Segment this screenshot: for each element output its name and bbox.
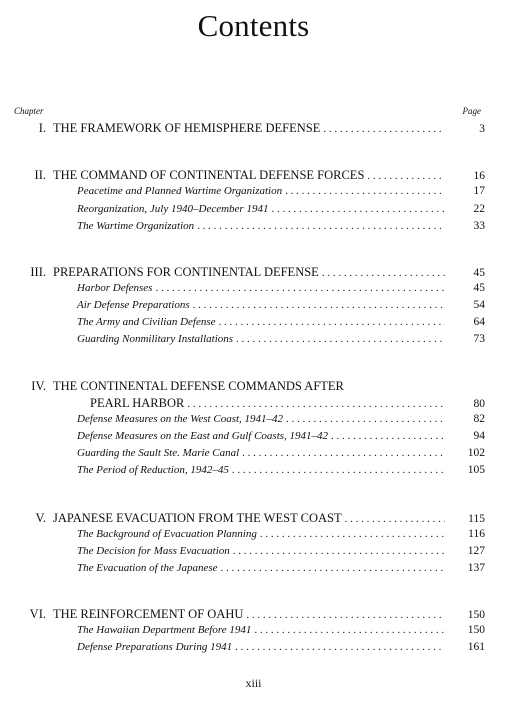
page-number: 17 [473,185,485,197]
dot-leader [216,316,446,328]
chapter-row [0,168,507,184]
dot-leader [194,220,445,232]
page-number: 45 [473,282,485,294]
section-title: The Hawaiian Department Before 1941 [77,624,252,636]
dot-leader [282,185,445,197]
chapter-title: THE CONTINENTAL DEFENSE COMMANDS AFTER [53,379,344,393]
chapter-title: THE REINFORCEMENT OF OAHU [53,607,244,621]
dot-leader [243,609,445,621]
section-row [0,316,507,332]
page-number: 116 [468,528,485,540]
dot-leader [251,624,445,636]
section-title: The Army and Civilian Defense [77,316,216,328]
page-number: 64 [473,316,485,328]
dot-leader [229,464,445,476]
section-row [0,447,507,463]
chapter-row [0,379,507,395]
chapter-title: PREPARATIONS FOR CONTINENTAL DEFENSE [53,265,319,279]
section-row [0,185,507,201]
page-number: 80 [473,398,485,410]
page-number: 33 [473,220,485,232]
section-title: Peacetime and Planned Wartime Organization [77,185,283,197]
section-row [0,624,507,640]
section-title: Guarding the Sault Ste. Marie Canal [77,447,240,459]
section-title: Defense Measures on the East and Gulf Coasts, 1941–42 [77,430,329,442]
chapter-number: I. [38,121,46,135]
chapter-number: VI. [29,607,46,621]
dot-leader [233,333,445,345]
section-row [0,220,507,236]
chapter-row [0,607,507,623]
section-row [0,333,507,349]
section-title: The Background of Evacuation Planning [77,528,257,540]
section-row [0,545,507,561]
dot-leader [257,528,445,540]
chapter-title: JAPANESE EVACUATION FROM THE WEST COAST [53,511,342,525]
section-title: The Wartime Organization [77,220,195,232]
page-folio: xiii [245,676,262,690]
page-number: 94 [473,430,485,442]
page-number: 45 [473,267,485,279]
section-row [0,562,507,578]
page-number: 22 [473,203,485,215]
chapter-column-label: Chapter [14,106,44,116]
chapter-title: THE FRAMEWORK OF HEMISPHERE DEFENSE [53,121,321,135]
page-number: 127 [467,545,485,557]
section-row [0,282,507,298]
page-number: 3 [479,123,485,135]
chapter-number: IV. [31,379,46,393]
page-number: 150 [467,609,485,621]
page-number: 105 [467,464,485,476]
section-row [0,203,507,219]
page-number: 115 [468,513,485,525]
section-title: Reorganization, July 1940–December 1941 [77,203,269,215]
chapter-number: V. [35,511,46,525]
chapter-number: II. [34,168,46,182]
section-row [0,528,507,544]
dot-leader [239,447,445,459]
chapter-row [0,121,507,137]
chapter-title: THE COMMAND OF CONTINENTAL DEFENSE FORCES [53,168,365,182]
chapter-row [0,265,507,281]
page-number: 82 [473,413,485,425]
section-row [0,641,507,657]
dot-leader [190,299,445,311]
dot-leader [268,203,445,215]
section-title: Guarding Nonmilitary Installations [77,333,234,345]
section-title: The Evacuation of the Japanese [77,562,218,574]
dot-leader [218,562,445,574]
page-number: 137 [467,562,485,574]
dot-leader [342,513,445,525]
section-title: Air Defense Preparations [77,299,190,311]
dot-leader [184,398,445,410]
dot-leader [230,545,445,557]
page-title: Contents [197,8,310,43]
section-title: The Period of Reduction, 1942–45 [77,464,229,476]
section-title: Defense Preparations During 1941 [77,641,233,653]
page-number: 73 [473,333,485,345]
dot-leader [283,413,445,425]
chapter-row [0,511,507,527]
dot-leader [152,282,445,294]
section-row [0,430,507,446]
section-row [0,464,507,480]
page-column-label: Page [462,106,481,116]
chapter-row-continued [0,396,507,412]
section-row [0,413,507,429]
page-number: 150 [467,624,485,636]
page-number: 102 [467,447,485,459]
chapter-title-continued: PEARL HARBOR [90,396,185,410]
dot-leader [364,170,445,182]
section-row [0,299,507,315]
section-title: The Decision for Mass Evacuation [77,545,230,557]
dot-leader [328,430,445,442]
page-number: 16 [473,170,485,182]
section-title: Defense Measures on the West Coast, 1941–42 [77,413,284,425]
section-title: Harbor Defenses [77,282,153,294]
dot-leader [319,267,445,279]
page-number: 54 [473,299,485,311]
dot-leader [320,123,445,135]
chapter-number: III. [30,265,46,279]
page-number: 161 [467,641,485,653]
dot-leader [232,641,445,653]
